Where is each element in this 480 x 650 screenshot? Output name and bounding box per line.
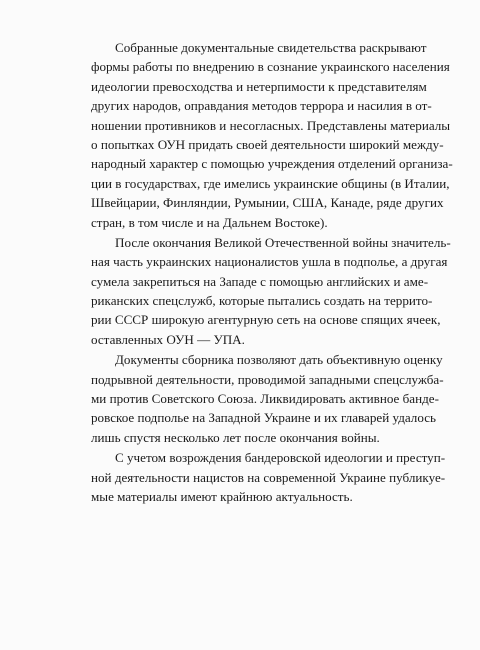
text-line: ношении противников и несогласных. Представлены материалы (91, 117, 451, 133)
text-line: сумела закрепиться на Западе с помощью английских и аме- (91, 273, 429, 289)
text-line: Собранные документальные свидетельства раскрывают (115, 40, 427, 55)
text-line: о попытках ОУН придать своей деятельности широкий между- (91, 136, 444, 152)
text-line: риканских спецслужб, которые пытались создать на террито- (91, 293, 433, 309)
text-line: лишь спустя несколько лет после окончания войны. (91, 429, 380, 445)
text-line: С учетом возрождения бандеровской идеологии и преступ- (115, 450, 446, 466)
body-text (91, 38, 453, 507)
text-line: После окончания Великой Отечественной войны значитель- (115, 234, 451, 250)
text-line: подрывной деятельности, проводимой западными спецслужба- (91, 371, 444, 387)
text-line: других народов, оправдания методов террора и насилия в от- (91, 98, 432, 114)
text-line: ровское подполье на Западной Украине и их главарей удалось (91, 410, 436, 426)
paragraph (91, 38, 453, 232)
paragraph (91, 448, 446, 506)
text-line: мые материалы имеют крайнюю актуальность. (91, 488, 353, 504)
paragraph (91, 350, 444, 447)
text-line: формы работы по внедрению в сознание украинского населения (91, 59, 450, 75)
text-line: Швейцарии, Финляндии, Румынии, США, Канаде, ряде других (91, 195, 444, 211)
text-line: народный характер с помощью учреждения отделений организа- (91, 156, 453, 172)
text-line: стран, в том числе и на Дальнем Востоке). (91, 214, 328, 230)
text-line: ной деятельности нацистов на современной Украине публикуе- (91, 469, 446, 485)
text-line: рии СССР широкую агентурную сеть на основе спящих ячеек, (91, 312, 441, 328)
paragraph (91, 233, 451, 349)
text-line: оставленных ОУН — УПА. (91, 331, 245, 347)
text-line: ная часть украинских националистов ушла в подполье, а другая (91, 254, 448, 270)
text-line: ми против Советского Союза. Ликвидировать активное банде- (91, 391, 439, 407)
text-line: идеологии превосходства и нетерпимости к представителям (91, 78, 427, 94)
text-line: Документы сборника позволяют дать объективную оценку (115, 352, 443, 368)
text-line: ции в государствах, где имелись украинские общины (в Италии, (91, 175, 450, 191)
